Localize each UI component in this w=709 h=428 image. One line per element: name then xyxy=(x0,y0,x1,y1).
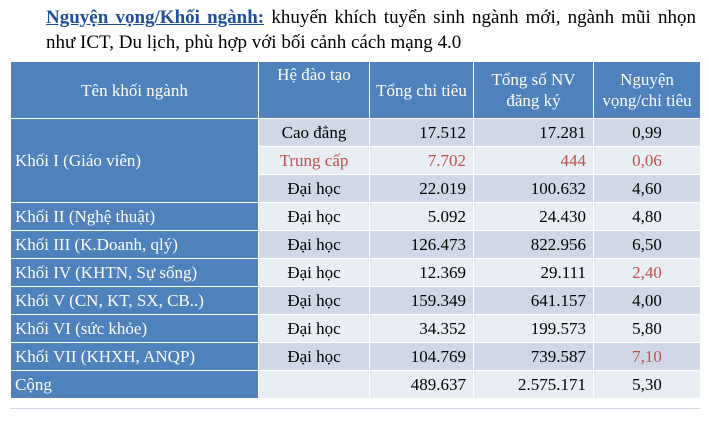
admissions-table xyxy=(10,61,701,399)
total-quota: 489.637 xyxy=(370,371,474,399)
row-name: Khối VI (sức khỏe) xyxy=(11,315,259,343)
table-row xyxy=(11,119,701,147)
table-row xyxy=(11,231,701,259)
row-applications: 444 xyxy=(474,147,594,175)
table-row xyxy=(11,343,701,371)
row-applications: 199.573 xyxy=(474,315,594,343)
row-name: Khối I (Giáo viên) xyxy=(11,119,259,203)
row-ratio: 0,99 xyxy=(594,119,701,147)
row-ratio: 2,40 xyxy=(594,259,701,287)
row-ratio: 6,50 xyxy=(594,231,701,259)
row-ratio: 4,60 xyxy=(594,175,701,203)
row-quota: 7.702 xyxy=(370,147,474,175)
total-level xyxy=(259,371,370,399)
row-level: Đại học xyxy=(259,175,370,203)
header-level: Hệ đào tạo xyxy=(259,62,370,119)
row-ratio: 4,00 xyxy=(594,287,701,315)
header-quota: Tổng chỉ tiêu xyxy=(370,62,474,119)
total-applications: 2.575.171 xyxy=(474,371,594,399)
row-level: Đại học xyxy=(259,259,370,287)
table-row xyxy=(11,203,701,231)
row-level: Đại học xyxy=(259,203,370,231)
row-name: Khối V (CN, KT, SX, CB..) xyxy=(11,287,259,315)
table-row xyxy=(11,315,701,343)
row-quota: 126.473 xyxy=(370,231,474,259)
slide-divider xyxy=(10,408,700,409)
row-name: Khối VII (KHXH, ANQP) xyxy=(11,343,259,371)
row-level: Đại học xyxy=(259,315,370,343)
heading-lead: Nguyện vọng/Khối ngành: xyxy=(46,7,265,28)
row-quota: 22.019 xyxy=(370,175,474,203)
table-row xyxy=(11,259,701,287)
row-name: Khối III (K.Doanh, qlý) xyxy=(11,231,259,259)
row-applications: 822.956 xyxy=(474,231,594,259)
row-quota: 12.369 xyxy=(370,259,474,287)
row-ratio: 7,10 xyxy=(594,343,701,371)
row-level: Trung cấp xyxy=(259,147,370,175)
total-row xyxy=(11,371,701,399)
row-quota: 34.352 xyxy=(370,315,474,343)
header-ratio: Nguyện vọng/chỉ tiêu xyxy=(594,62,701,119)
row-applications: 24.430 xyxy=(474,203,594,231)
header-name: Tên khối ngành xyxy=(11,62,259,119)
row-level: Cao đẳng xyxy=(259,119,370,147)
row-applications: 100.632 xyxy=(474,175,594,203)
row-ratio: 5,80 xyxy=(594,315,701,343)
row-quota: 5.092 xyxy=(370,203,474,231)
total-ratio: 5,30 xyxy=(594,371,701,399)
row-name: Khối II (Nghệ thuật) xyxy=(11,203,259,231)
heading-text: khuyến khích tuyển sinh ngành mới, ngành mũi nhọn như ICT, Du lịch, phù hợp với bối cảnh cách mạng 4.0 xyxy=(46,7,696,53)
row-name: Khối IV (KHTN, Sự sống) xyxy=(11,259,259,287)
row-level: Đại học xyxy=(259,287,370,315)
row-applications: 641.157 xyxy=(474,287,594,315)
row-quota: 17.512 xyxy=(370,119,474,147)
row-applications: 17.281 xyxy=(474,119,594,147)
row-ratio: 4,80 xyxy=(594,203,701,231)
total-name: Cộng xyxy=(11,371,259,399)
header-applications: Tổng số NV đăng ký xyxy=(474,62,594,119)
row-applications: 739.587 xyxy=(474,343,594,371)
row-ratio: 0,06 xyxy=(594,147,701,175)
row-quota: 104.769 xyxy=(370,343,474,371)
row-level: Đại học xyxy=(259,231,370,259)
row-quota: 159.349 xyxy=(370,287,474,315)
table-row xyxy=(11,287,701,315)
header-row xyxy=(11,62,701,119)
row-applications: 29.111 xyxy=(474,259,594,287)
slide-heading xyxy=(46,5,696,55)
row-level: Đại học xyxy=(259,343,370,371)
